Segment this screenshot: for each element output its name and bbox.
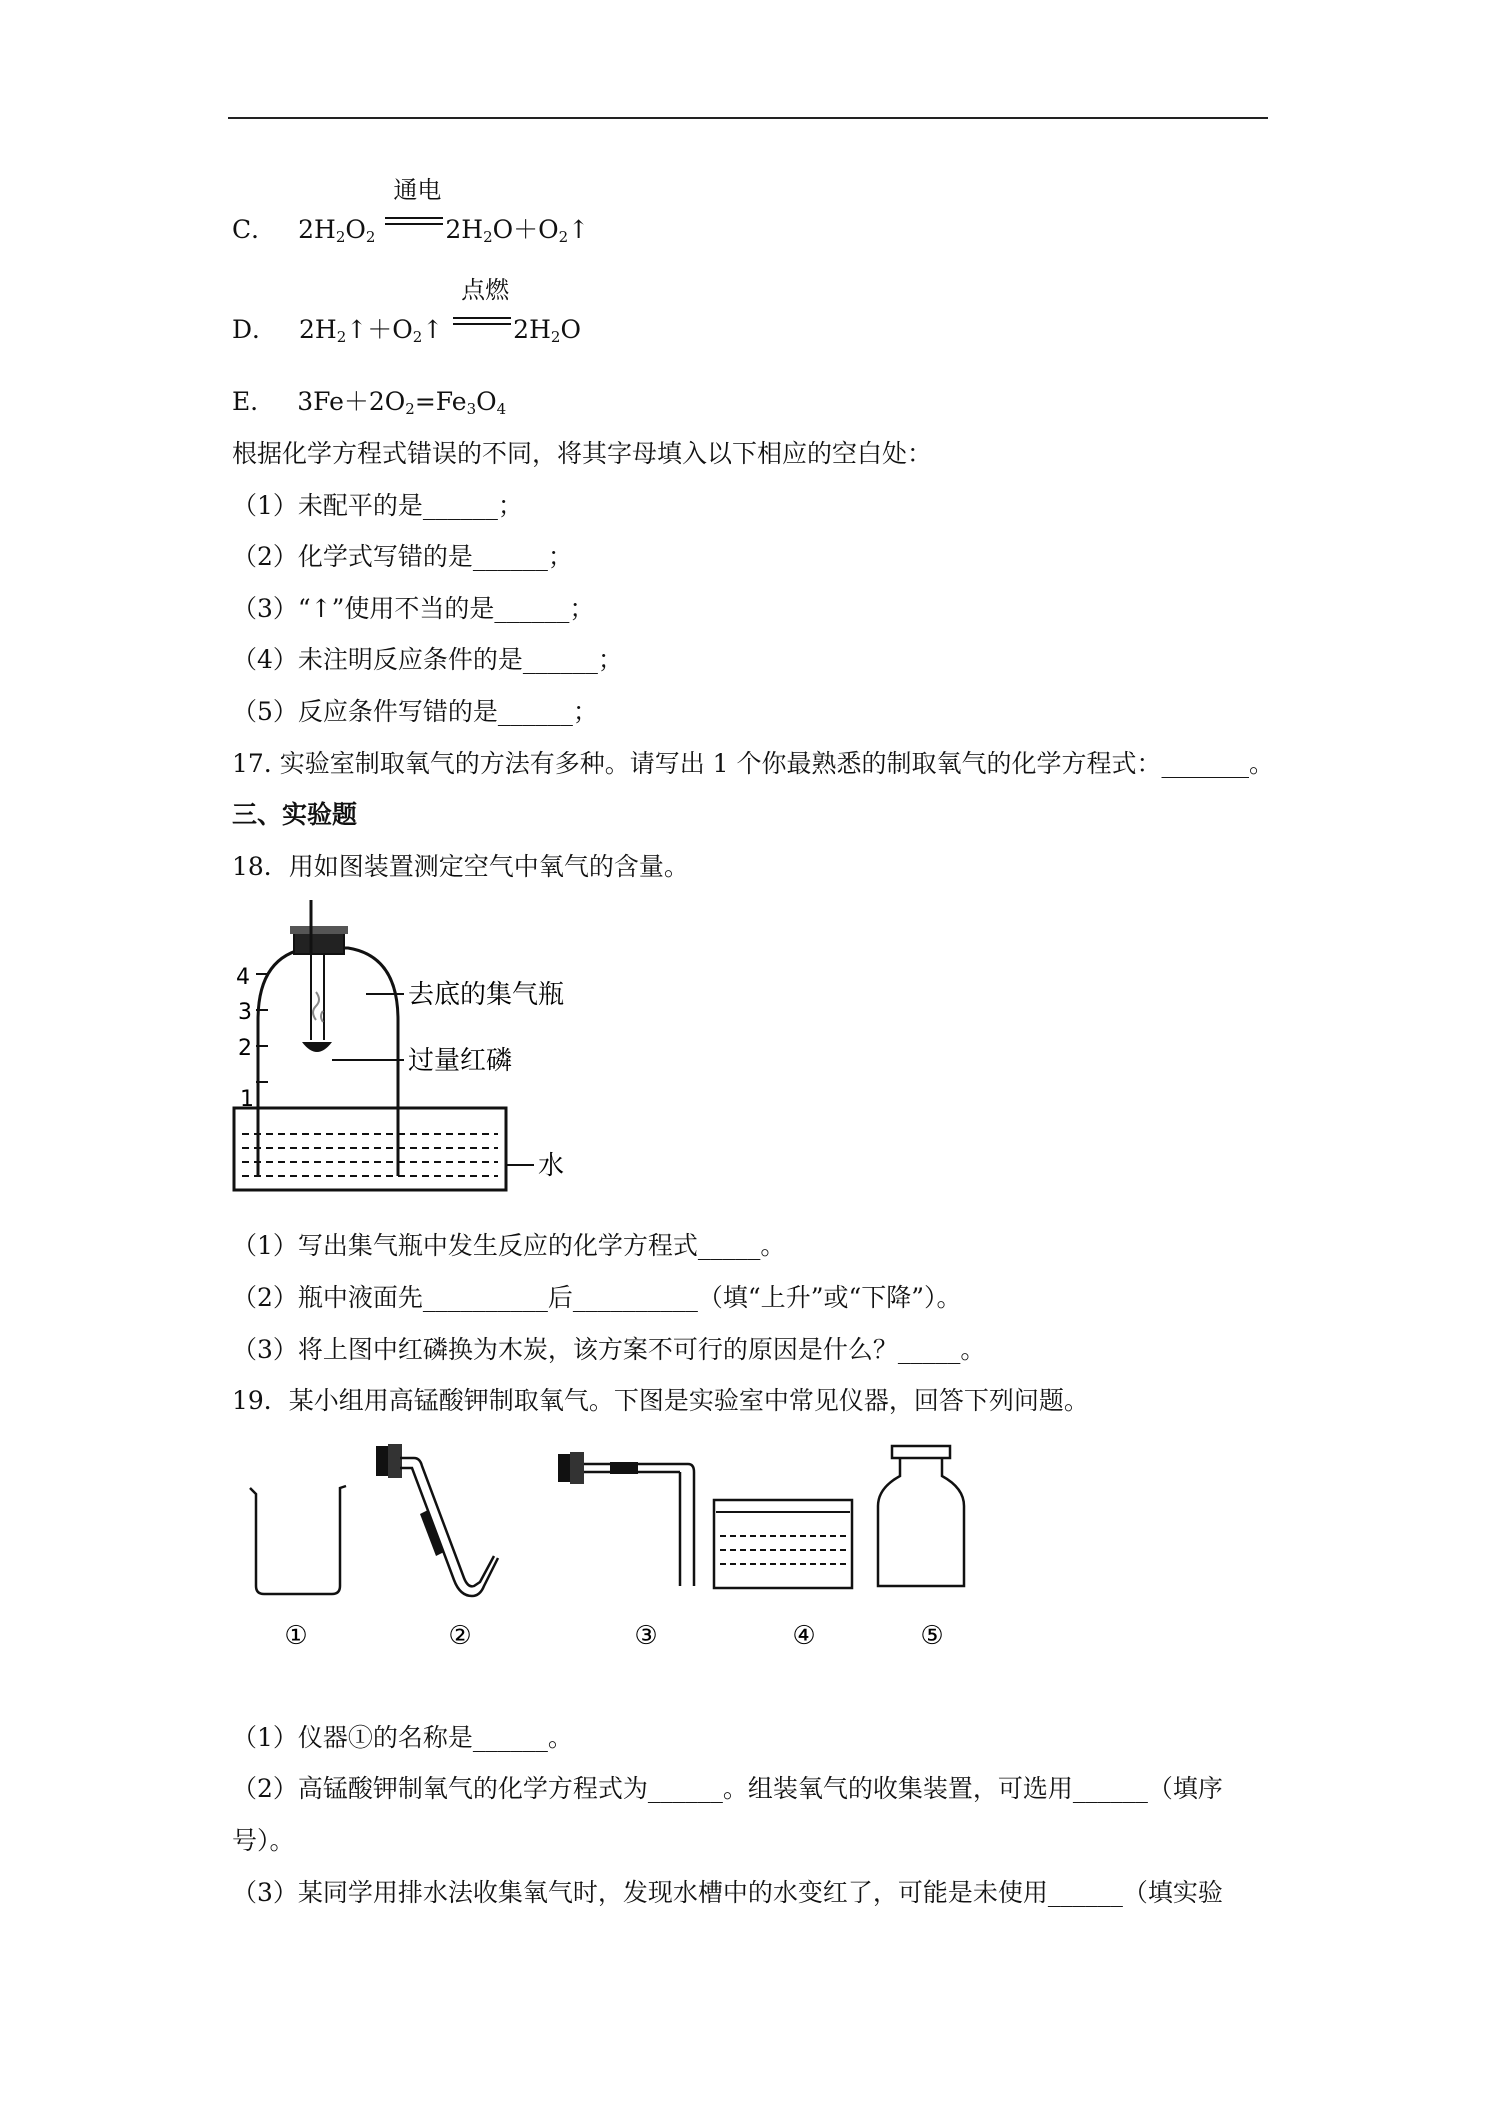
label-5: ⑤ [920,1621,944,1651]
scale-2: 2 [238,1036,252,1061]
reaction-condition: 点燃 [453,308,511,338]
label-2: ② [448,1621,472,1651]
q19-item-2: （2）高锰酸钾制氧气的化学方程式为______。组装氧气的收集装置，可选用______（填序 [232,1774,1223,1803]
q16-item-3: （3）“↑”使用不当的是______； [232,594,595,623]
q18-stem: 18．用如图装置测定空气中氧气的含量。 [232,852,689,881]
beaker-icon [250,1486,346,1594]
header-rule [228,117,1268,119]
option-e: E． $3Fe+2O_2=Fe_3O_4$ [232,387,507,418]
q16-item-1: （1）未配平的是______； [232,491,523,520]
scale-3: 3 [238,1000,252,1025]
q18-item-1: （1）写出集气瓶中发生反应的化学方程式_____。 [232,1231,786,1260]
bent-delivery-tube-icon [376,1444,498,1596]
option-c: C． $2H_2O_2$ 通电 $2H_2O+O_2↑$ [232,176,590,246]
q16-item-2: （2）化学式写错的是______； [232,542,573,571]
label-4: ④ [792,1621,816,1651]
q17: 17. 实验室制取氧气的方法有多种。请写出 1 个你最熟悉的制取氧气的化学方程式：_______。 [232,749,1275,778]
q19-item-2-cont: 号）。 [232,1826,295,1855]
reaction-condition: 通电 [385,208,443,238]
right-angle-tube-icon [558,1452,694,1586]
q19-item-3: （3）某同学用排水法收集氧气时，发现水槽中的水变红了，可能是未使用______（填实验 [232,1878,1223,1907]
q18-item-2: （2）瓶中液面先__________后__________（填“上升”或“下降”）。 [232,1283,962,1312]
label-3: ③ [634,1621,658,1651]
label-phosphorus: 过量红磷 [408,1046,513,1076]
gas-collecting-bottle-icon [878,1446,964,1586]
oxygen-content-apparatus [228,900,588,1200]
q18-item-3: （3）将上图中红磷换为木炭，该方案不可行的原因是什么？_____。 [232,1335,986,1364]
q19-item-1: （1）仪器①的名称是______。 [232,1723,573,1752]
lab-instruments-figure [228,1436,988,1656]
label-water: 水 [538,1151,565,1181]
water-trough-icon [714,1500,852,1588]
q16-item-4: （4）未注明反应条件的是______； [232,645,623,674]
scale-1: 1 [240,1087,254,1112]
q16-instruction: 根据化学方程式错误的不同，将其字母填入以下相应的空白处： [232,439,933,468]
option-d: D． $2H_2↑+O_2↑$ 点燃 $2H_2O$ [232,276,581,346]
label-1: ① [284,1621,308,1651]
label-jar: 去底的集气瓶 [408,980,565,1010]
scale-4: 4 [236,965,250,990]
section-heading: 三、实验题 [232,800,358,829]
q19-stem: 19．某小组用高锰酸钾制取氧气。下图是实验室中常见仪器，回答下列问题。 [232,1386,1089,1415]
q16-item-5: （5）反应条件写错的是______； [232,697,598,726]
